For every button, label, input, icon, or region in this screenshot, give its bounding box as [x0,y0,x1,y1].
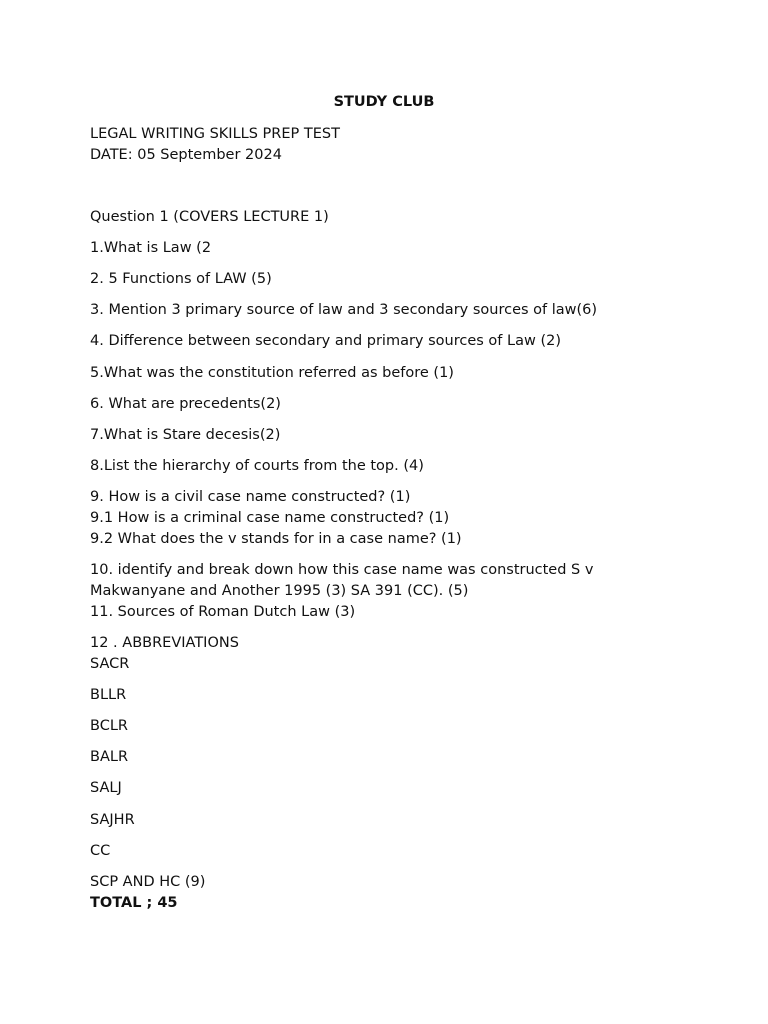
question-item: 12 . ABBREVIATIONS [90,635,239,651]
question-item: 6. What are precedents(2) [90,396,281,412]
question-item: 9.2 What does the v stands for in a case name? (1) [90,531,462,547]
question-item: 1.What is Law (2 [90,240,212,256]
question-item: 2. 5 Functions of LAW (5) [90,271,272,287]
document-heading: STUDY CLUB [333,94,435,110]
question-item: 10. identify and break down how this case name was constructed S v [90,562,594,578]
abbreviation-item: SALJ [90,780,122,796]
total-marks: TOTAL ; 45 [90,895,178,911]
question-item: 8.List the hierarchy of courts from the top. (4) [90,458,424,474]
question-item: 4. Difference between secondary and primary sources of Law (2) [90,333,561,349]
abbreviation-item: BLLR [90,687,127,703]
question-item: 9.1 How is a criminal case name constructed? (1) [90,510,450,526]
abbreviation-item: BALR [90,749,129,765]
question-item: Makwanyane and Another 1995 (3) SA 391 (CC). (5) [90,583,469,599]
test-date: DATE: 05 September 2024 [90,147,282,163]
question-item: 7.What is Stare decesis(2) [90,427,281,443]
abbreviation-item: SAJHR [90,812,135,828]
question-item: 9. How is a civil case name constructed? (1) [90,489,411,505]
question-item: 3. Mention 3 primary source of law and 3 secondary sources of law(6) [90,302,598,318]
question-item: 5.What was the constitution referred as before (1) [90,365,454,381]
abbreviation-item: SCP AND HC (9) [90,874,206,890]
question-item: 11. Sources of Roman Dutch Law (3) [90,604,356,620]
abbreviation-item: SACR [90,656,130,672]
abbreviation-item: CC [90,843,111,859]
abbreviation-item: BCLR [90,718,128,734]
test-title: LEGAL WRITING SKILLS PREP TEST [90,126,340,142]
section-title: Question 1 (COVERS LECTURE 1) [90,209,329,225]
